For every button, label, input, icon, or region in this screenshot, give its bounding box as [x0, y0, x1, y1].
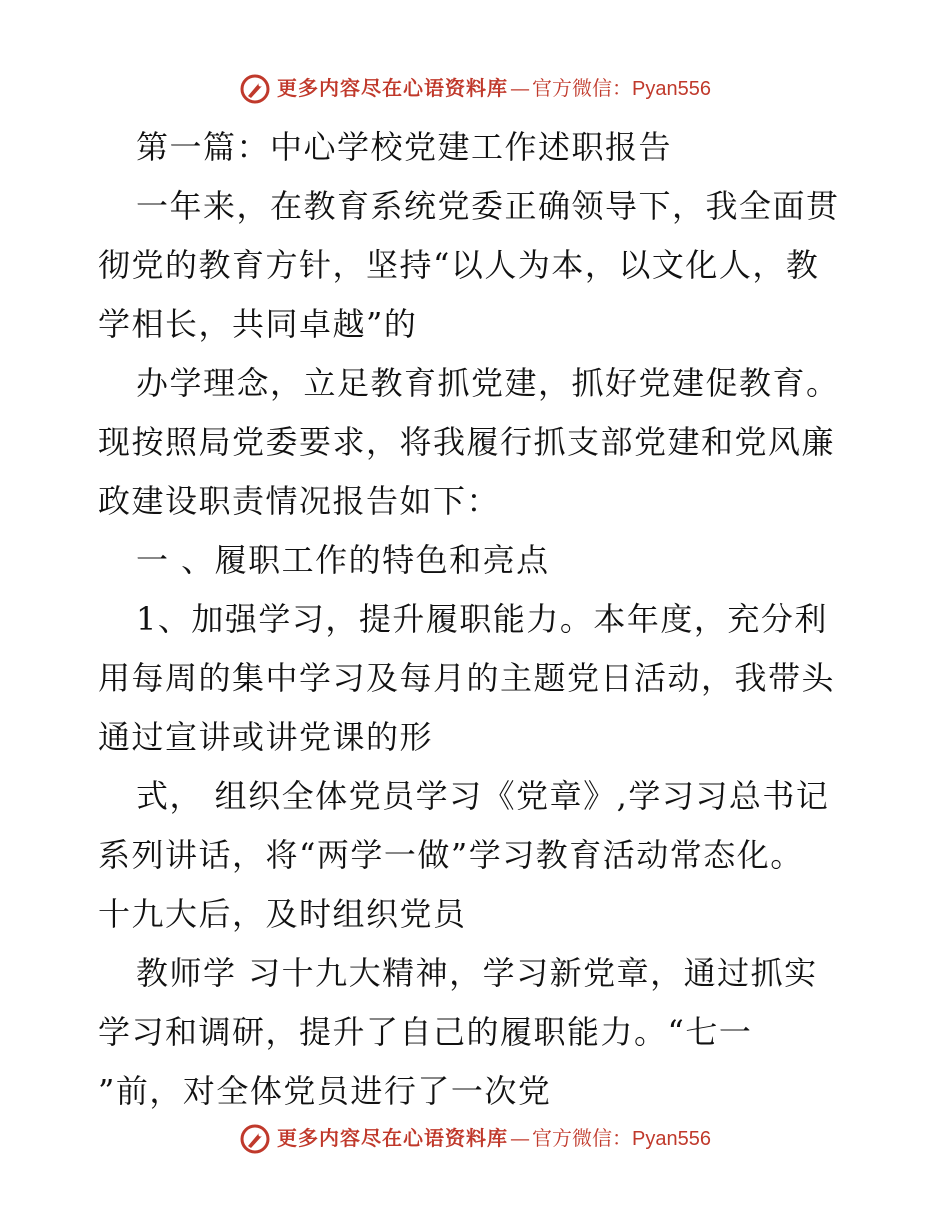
watermark-wechat-id: Pyan556 — [632, 1128, 711, 1150]
paragraph-line: 政建设职责情况报告如下： — [98, 482, 501, 520]
watermark-dash: — — [510, 76, 531, 100]
pen-nib-logo-icon — [239, 1123, 271, 1155]
paragraph-line: 学相长，共同卓越”的 — [98, 305, 418, 343]
paragraph-line: 学习和调研，提升了自己的履职能力。“七一 — [98, 1013, 753, 1051]
paragraph-line: 1、加强学习，提升履职能力。本年度，充分利 — [136, 600, 828, 638]
pen-nib-logo-icon — [239, 73, 271, 105]
watermark-brand: 更多内容尽在心语资料库 — [277, 1126, 509, 1150]
footer-watermark — [0, 1122, 950, 1155]
paragraph-line: 现按照局党委要求，将我履行抓支部党建和党风廉 — [98, 423, 836, 461]
paragraph-line: 教师学 习十九大精神，学习新党章，通过抓实 — [136, 954, 818, 992]
paragraph-line: 通过宣讲或讲党课的形 — [98, 718, 434, 756]
document-title: 第一篇：中心学校党建工作述职报告 — [136, 128, 673, 166]
paragraph-line: 十九大后，及时组织党员 — [98, 895, 467, 933]
paragraph-line: 系列讲话，将“两学一做”学习教育活动常态化。 — [98, 836, 804, 874]
header-watermark — [0, 72, 950, 105]
document-body — [98, 118, 858, 1121]
paragraph-line: 一年来，在教育系统党委正确领导下，我全面贯 — [136, 187, 840, 225]
paragraph-line: 用每周的集中学习及每月的主题党日活动，我带头 — [98, 659, 836, 697]
paragraph-line: 式， 组织全体党员学习《党章》,学习习总书记 — [136, 777, 830, 815]
watermark-official-label: 官方微信： — [532, 76, 633, 100]
watermark-wechat-id: Pyan556 — [632, 78, 711, 100]
paragraph-line: 办学理念，立足教育抓党建，抓好党建促教育。 — [136, 364, 840, 402]
watermark-official-label: 官方微信： — [532, 1126, 633, 1150]
paragraph-line: 彻党的教育方针，坚持“以人为本，以文化人，教 — [98, 246, 820, 284]
watermark-dash: — — [510, 1126, 531, 1150]
watermark-brand: 更多内容尽在心语资料库 — [277, 76, 509, 100]
section-heading: 一 、履职工作的特色和亮点 — [136, 541, 550, 579]
paragraph-line: ”前，对全体党员进行了一次党 — [98, 1072, 552, 1110]
